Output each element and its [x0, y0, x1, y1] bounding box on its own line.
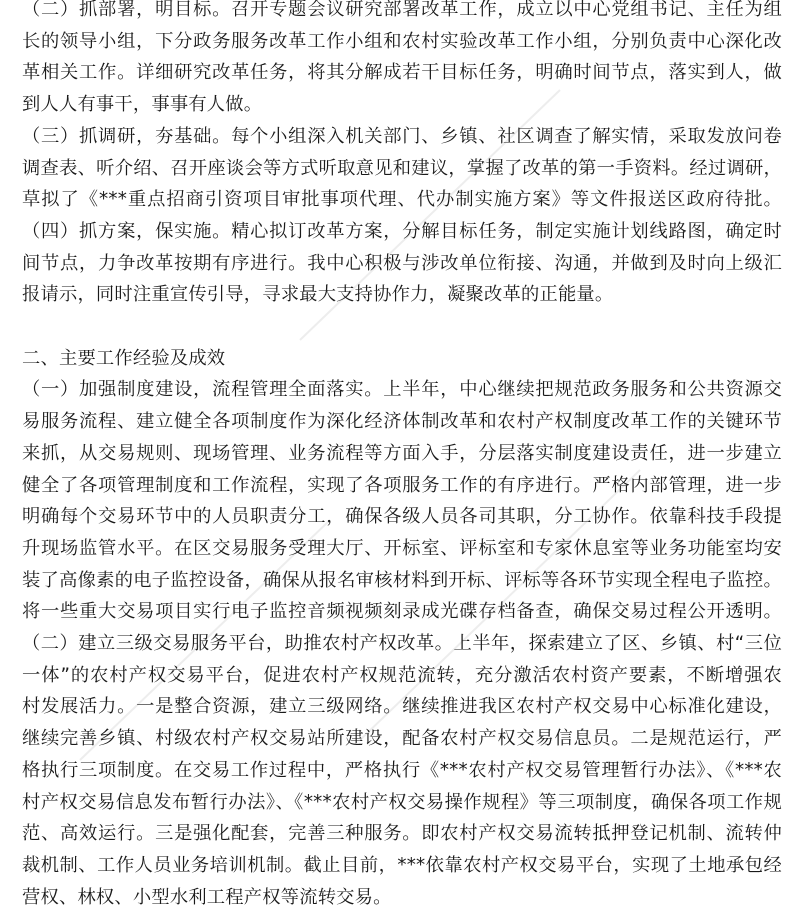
paragraph-line: 一体”的农村产权交易平台，促进农村产权规范流转，充分激活农村资产要素，不断增强农	[22, 664, 782, 686]
paragraph-line: 营权、林权、小型水利工程产权等流转交易。	[22, 886, 392, 908]
paragraph-line: 装了高像素的电子监控设备，确保从报名审核材料到开标、评标等各环节实现全程电子监控。	[22, 569, 782, 591]
blank-line	[22, 311, 782, 343]
paragraph-line: （二）抓部署，明目标。召开专题会议研究部署改革工作，成立以中心党组书记、主任为组	[22, 0, 782, 20]
paragraph-line: （一）加强制度建设，流程管理全面落实。上半年，中心继续把规范政务服务和公共资源交	[22, 379, 782, 401]
paragraph-line: 村发展活力。一是整合资源，建立三级网络。继续推进我区农村产权交易中心标准化建设，	[22, 696, 782, 718]
paragraph-line: 调查表、听介绍、召开座谈会等方式听取意见和建议，掌握了改革的第一手资料。经过调研，	[22, 157, 782, 179]
paragraph-line: （二）建立三级交易服务平台，助推农村产权改革。上半年，探索建立了区、乡镇、村“三位	[22, 633, 782, 654]
paragraph-line: （三）抓调研，夯基础。每个小组深入机关部门、乡镇、社区调查了解实情，采取发放问卷	[22, 125, 782, 147]
paragraph-line: 长的领导小组，下分政务服务改革工作小组和农村实验改革工作小组，分别负责中心深化改	[22, 30, 782, 52]
section-heading: 二、主要工作经验及成效	[22, 347, 226, 369]
paragraph-line: （四）抓方案，保实施。精心拟订改革方案，分解目标任务，制定实施计划线路图，确定时	[22, 220, 782, 242]
paragraph-line: 草拟了《***重点招商引资项目审批事项代理、代办制实施方案》等文件报送区政府待批。	[22, 189, 782, 211]
paragraph-line: 继续完善乡镇、村级农村产权交易站所建设，配备农村产权交易信息员。二是规范运行，严	[22, 728, 782, 750]
paragraph-line: 易服务流程、建立健全各项制度作为深化经济体制改革和农村产权制度改革工作的关键环节	[22, 411, 782, 433]
paragraph-line: 革相关工作。详细研究改革任务，将其分解成若干目标任务，明确时间节点，落实到人，做	[22, 62, 782, 84]
paragraph-line: 裁机制、工作人员业务培训机制。截止目前，***依靠农村产权交易平台，实现了土地承包经	[22, 854, 782, 876]
paragraph-line: 将一些重大交易项目实行电子监控音频视频刻录成光碟存档备查，确保交易过程公开透明。	[22, 601, 782, 623]
paragraph-line: 明确每个交易环节中的人员职责分工，确保各级人员各司其职，分工协作。依靠科技手段提	[22, 506, 782, 528]
paragraph-line: 报请示，同时注重宣传引导，寻求最大支持协作力，凝聚改革的正能量。	[22, 284, 614, 306]
paragraph-line: 格执行三项制度。在交易工作过程中，严格执行《***农村产权交易管理暂行办法》、《***农	[22, 759, 782, 781]
paragraph-line: 村产权交易信息发布暂行办法》、《***农村产权交易操作规程》等三项制度，确保各项工作规	[22, 791, 782, 813]
paragraph-line: 升现场监管水平。在区交易服务受理大厅、开标室、评标室和专家休息室等业务功能室均安	[22, 537, 782, 559]
paragraph-line: 来抓，从交易规则、现场管理、业务流程等方面入手，分层落实制度建设责任，进一步建立	[22, 442, 782, 464]
paragraph-line: 范、高效运行。三是强化配套，完善三种服务。即农村产权交易流转抵押登记机制、流转仲	[22, 823, 782, 845]
paragraph-line: 健全了各项管理制度和工作流程，实现了各项服务工作的有序进行。严格内部管理，进一步	[22, 474, 782, 496]
paragraph-line: 到人人有事干，事事有人做。	[22, 94, 263, 116]
paragraph-line: 间节点，力争改革按期有序进行。我中心积极与涉改单位衔接、沟通，并做到及时向上级汇	[22, 252, 782, 274]
